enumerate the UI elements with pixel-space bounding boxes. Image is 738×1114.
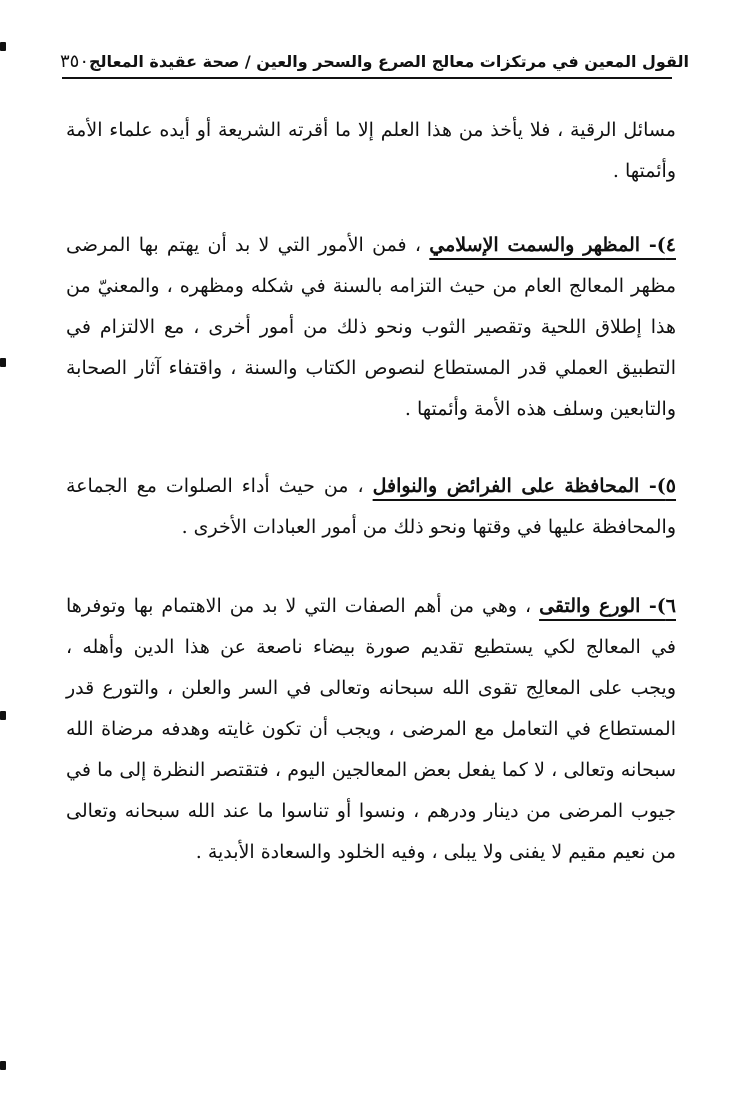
scan-edge-mark [0, 42, 6, 51]
paragraph-spacer [66, 192, 676, 225]
paragraph-text: ، فمن الأمور التي لا بد أن يهتم بها المرضى مظهر المعالج العام من حيث التزامه بالسنة في شكله ومظهره ، والمعنيّ من هذا إطلاق اللحية وتقصير الثوب ونحو ذلك من أمور أخرى ، مع الالتزام في التطبيق العملي قدر المستطاع لنصوص الكتاب والسنة ، واقتفاء آثار الصحابة والتابعين وسلف هذه الأمة وأئمتها . [66, 234, 676, 420]
paragraph-intro [66, 110, 676, 192]
scan-edge-mark [0, 358, 6, 367]
section-heading: ٦)- الورع والتقى [539, 595, 676, 617]
paragraph-text: ، وهي من أهم الصفات التي لا بد من الاهتمام بها وتوفرها في المعالج لكي يستطيع تقديم صورة بيضاء ناصعة عن هذا الدين وأهله ، ويجب على المعالِج تقوى الله سبحانه وتعالى في السر والعلن ، والتورع قدر المستطاع في التعامل مع المرضى ، ويجب أن تكون غايته وهدفه مرضاة الله سبحانه وتعالى ، لا كما يفعل بعض المعالجين اليوم ، فتقتصر النظرة إلى ما في جيوب المرضى من دينار ودرهم ، ونسوا أو تناسوا ما عند الله سبحانه وتعالى من نعيم مقيم لا يفنى ولا يبلى ، وفيه الخلود والسعادة الأبدية . [66, 595, 676, 863]
header-rule [62, 77, 672, 79]
scan-edge-mark [0, 1061, 6, 1070]
scan-edge-mark [0, 711, 6, 720]
paragraph-text: ، من حيث أداء الصلوات مع الجماعة والمحافظة عليها في وقتها ونحو ذلك من أمور العبادات الأخرى . [66, 475, 676, 538]
paragraph-spacer [66, 430, 676, 466]
running-header [60, 40, 689, 76]
page-number: ٣٥٠ [60, 51, 90, 72]
section-heading: ٥)- المحافظة على الفرائض والنوافل [372, 475, 677, 497]
header-title: القول المعين في مرتكزات معالج الصرع والسحر والعين / صحة عقيدة المعالج [89, 52, 689, 71]
section-heading: ٤)- المظهر والسمت الإسلامي [429, 234, 676, 256]
paragraph-obligations [66, 466, 676, 548]
paragraph-text: مسائل الرقية ، فلا يأخذ من هذا العلم إلا ما أقرته الشريعة أو أيده علماء الأمة وأئمتها . [66, 119, 676, 182]
body-text [66, 110, 676, 873]
paragraph-appearance [66, 225, 676, 430]
paragraph-piety [66, 586, 676, 873]
paragraph-spacer [66, 548, 676, 586]
